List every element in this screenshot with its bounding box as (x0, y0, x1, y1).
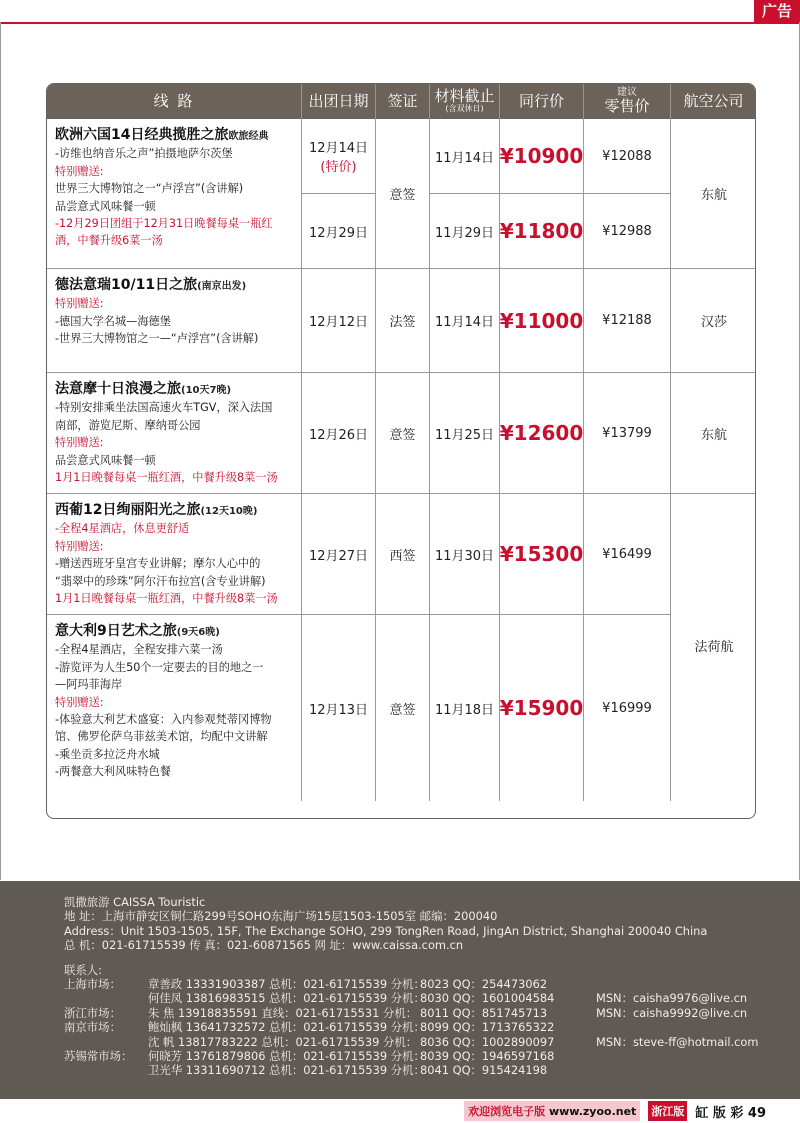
visa-cell-3: 意签 (376, 373, 430, 494)
contact-row (64, 977, 800, 991)
deadline-cell-4: 11月30日 (430, 494, 500, 615)
route-line: —阿玛菲海岸 (55, 678, 123, 692)
price-cell-2: ¥11000 (500, 269, 584, 373)
route-line: -访维也纳音乐之声”拍摄地萨尔茨堡 (55, 147, 233, 161)
route-tag: 欧旅经典 (228, 131, 269, 142)
route-line: 南部，游览尼斯、摩纳哥公园 (55, 418, 201, 432)
contact-person: 何佳凤 13816983515 总机：021-61715539 分机： (148, 991, 425, 1006)
route-title: 西葡12日绚丽阳光之旅 (55, 502, 201, 518)
deadline-cell-5: 11月18日 (430, 615, 500, 801)
header-airline: 航空公司 (671, 84, 756, 119)
route-line: 世界三大博物馆之一“卢浮宫”(含讲解) (55, 182, 244, 196)
contact-ext: 8036 QQ：1002890097 (420, 1034, 555, 1049)
trade-price: ¥10900 (500, 119, 583, 194)
contact-row (64, 1006, 800, 1020)
departure-date: 12月29日 (308, 225, 369, 241)
contact-market: 苏锡常市场： (64, 1049, 133, 1064)
page-number: 缸 版 彩 49 (695, 1105, 766, 1121)
contact-person: 何晓芳 13761879806 总机：021-61715539 分机： (148, 1049, 425, 1064)
contact-market (64, 1035, 148, 1049)
contact-msn (596, 1049, 796, 1063)
contact-ext: 8041 QQ：915424198 (420, 1063, 548, 1078)
ad-tag: 广告 (754, 0, 800, 22)
header-date: 出团日期 (302, 84, 376, 119)
contact-market (64, 991, 148, 1005)
header-deadline (430, 84, 500, 119)
company-name: 凯撒旅游 CAISSA Touristic (64, 895, 206, 909)
route-line: -特别安排乘坐法国高速火车TGV，深入法国 (55, 401, 273, 415)
route-line: -赠送西班牙皇宫专业讲解；摩尔人心中的 (55, 557, 261, 571)
contact-msn: MSN：caisha9976@live.cn (596, 991, 748, 1006)
contact-row (64, 991, 800, 1005)
address-cn: 地 址：上海市静安区铜仁路299号SOHO东海广场15层1503-1505室 邮编：200040 (64, 909, 498, 924)
contact-ext: 8099 QQ：1713765322 (420, 1020, 555, 1035)
route-line: “翡翠中的珍珠”阿尔汗布拉宫(含专业讲解) (55, 574, 266, 588)
route-line: 特别赠送: (55, 297, 104, 311)
contact-market (64, 1063, 148, 1077)
airline-cell-3: 东航 (671, 373, 756, 494)
date-cell-1 (302, 119, 376, 269)
contact-ext: 8023 QQ：254473062 (420, 977, 548, 992)
date-cell-4: 12月27日 (302, 494, 376, 615)
contact-market: 上海市场： (64, 977, 121, 992)
page-footer-bar (0, 1099, 800, 1123)
contact-person: 卫光华 13311690712 总机：021-61715539 分机： (148, 1063, 425, 1078)
contact-person: 朱 焦 13918835591 直线：021-61715531 分机： (148, 1005, 418, 1020)
route-line: 酒，中餐升级6菜一汤 (55, 234, 163, 248)
contact-market: 浙江市场： (64, 1005, 121, 1020)
route-title: 意大利9日艺术之旅 (55, 623, 177, 639)
deadline-cell-2: 11月14日 (430, 269, 500, 373)
phone-line: 总 机：021-61715539 传 真：021-60871565 网 址：www.caissa.com.cn (64, 938, 464, 953)
header-deadline-sub: (含双休日) (445, 104, 484, 114)
retail-cell-5: ¥16999 (584, 615, 671, 801)
contact-ext: 8011 QQ：851745713 (420, 1005, 548, 1020)
contact-person: 鲍灿枫 13641732572 总机：021-61715539 分机： (148, 1020, 425, 1035)
route-line: 馆、佛罗伦萨乌菲兹美术馆，均配中文讲解 (55, 730, 268, 744)
address-en: Address：Unit 1503-1505, 15F, The Exchange SOHO, 299 TongRen Road, JingAn District, Shanghai 200040 China (64, 923, 708, 938)
retail-cell-1 (584, 119, 671, 269)
route-line: -游览评为人生50个一定要去的目的地之一 (55, 660, 264, 674)
deadline-value: 11月29日 (434, 225, 495, 241)
departure-date: 12月14日 (308, 141, 369, 156)
price-cell-1 (500, 119, 584, 269)
contact-footer (0, 881, 800, 1099)
date-cell-5: 12月13日 (302, 615, 376, 801)
header-retail-price (584, 84, 671, 119)
contact-msn (596, 977, 796, 991)
header-retail-line2: 零售价 (604, 96, 650, 115)
promo-url[interactable]: www.zyoo.net (548, 1105, 637, 1118)
visa-cell-5: 意签 (376, 615, 430, 801)
contact-row (64, 1020, 800, 1034)
contact-msn: MSN：caisha9992@live.cn (596, 1005, 748, 1020)
route-title: 欧洲六国14日经典揽胜之旅 (55, 127, 229, 143)
retail-cell-2: ¥12188 (584, 269, 671, 373)
airline-cell-2: 汉莎 (671, 269, 756, 373)
contact-ext: 8039 QQ：1946597168 (420, 1049, 555, 1064)
trade-price: ¥11800 (499, 219, 584, 243)
deadline-value: 11月14日 (430, 119, 499, 194)
contact-msn (596, 1020, 796, 1034)
route-line: 特别赠送: (55, 436, 104, 450)
contact-msn: MSN：steve-ff@hotmail.com (596, 1034, 759, 1049)
departure-note: (特价) (320, 160, 357, 175)
retail-cell-4: ¥16499 (584, 494, 671, 615)
route-title: 法意摩十日浪漫之旅 (55, 381, 181, 397)
contact-market: 南京市场： (64, 1020, 121, 1035)
contact-row (64, 1049, 800, 1063)
tour-price-table (46, 83, 756, 819)
header-deadline-label: 材料截止 (434, 87, 495, 106)
retail-cell-3: ¥13799 (584, 373, 671, 494)
deadline-cell-3: 11月25日 (430, 373, 500, 494)
route-line: 特别赠送: (55, 539, 104, 553)
route-line: -全程4星酒店，休息更舒适 (55, 522, 190, 536)
visa-cell-2: 法签 (376, 269, 430, 373)
contact-person: 章善政 13331903387 总机：021-61715539 分机： (148, 977, 425, 992)
route-title: 德法意瑞10/11日之旅 (55, 277, 198, 293)
route-line: 1月1日晚餐每桌一瓶红酒，中餐升级8菜一汤 (55, 592, 278, 606)
route-line: -德国大学名城—海德堡 (55, 314, 171, 328)
header-route: 线 路 (47, 84, 302, 119)
price-cell-5: ¥15900 (500, 615, 584, 801)
retail-price: ¥12088 (584, 119, 670, 194)
route-line: -全程4星酒店，全程安排六菜一汤 (55, 643, 223, 657)
airline-cell-5 (671, 494, 756, 801)
retail-price: ¥12988 (602, 223, 652, 239)
price-cell-4: ¥15300 (500, 494, 584, 615)
route-line: -两餐意大利风味特色餐 (55, 765, 171, 779)
route-cell-2 (47, 269, 302, 373)
route-tag: (9天6晚) (176, 627, 220, 638)
route-line: -体验意大利艺术盛宴：入内参观梵蒂冈博物 (55, 713, 272, 727)
route-cell-5 (47, 615, 302, 801)
price-cell-3: ¥12600 (500, 373, 584, 494)
date-cell-2: 12月12日 (302, 269, 376, 373)
route-line: 特别赠送: (55, 695, 104, 709)
route-line: 特别赠送: (55, 164, 104, 178)
edition-badge: 浙江版 (648, 1101, 687, 1121)
route-tag: (南京出发) (197, 281, 247, 292)
route-line: 品尝意式风味餐一顿 (55, 453, 156, 467)
route-line: 1月1日晚餐每桌一瓶红酒，中餐升级8菜一汤 (55, 471, 278, 485)
contact-row (64, 1035, 800, 1049)
airline-cell-1: 东航 (671, 119, 756, 269)
route-line: -乘坐贡多拉泛舟水城 (55, 747, 160, 761)
deadline-cell-1 (430, 119, 500, 269)
airline-label: 法荷航 (694, 640, 734, 655)
route-cell-1 (47, 119, 302, 269)
contact-ext: 8030 QQ：1601004584 (420, 991, 555, 1006)
promo-text: 欢迎浏览电子版 www.zyoo.net (464, 1101, 640, 1121)
contacts-label: 联系人: (64, 962, 103, 977)
header-trade-price: 同行价 (500, 84, 584, 119)
header-visa: 签证 (376, 84, 430, 119)
header-retail-line1: 建议 (617, 87, 637, 99)
route-cell-4 (47, 494, 302, 615)
route-tag: (10天7晚) (181, 385, 232, 396)
ad-divider (0, 22, 800, 24)
visa-cell-1: 意签 (376, 119, 430, 269)
route-tag: (12天10晚) (200, 506, 258, 517)
visa-cell-4: 西签 (376, 494, 430, 615)
date-cell-3: 12月26日 (302, 373, 376, 494)
route-line: -世界三大博物馆之一—“卢浮宫”(含讲解) (55, 332, 259, 346)
contact-msn (596, 1063, 796, 1077)
route-line: -12月29日团组于12月31日晚餐每桌一瓶红 (55, 217, 273, 231)
left-border (0, 22, 1, 880)
contact-person: 沈 帆 13817783222 总机：021-61715539 分机： (148, 1034, 418, 1049)
route-line: 品尝意式风味餐一顿 (55, 199, 156, 213)
contact-row (64, 1063, 800, 1077)
route-cell-3 (47, 373, 302, 494)
